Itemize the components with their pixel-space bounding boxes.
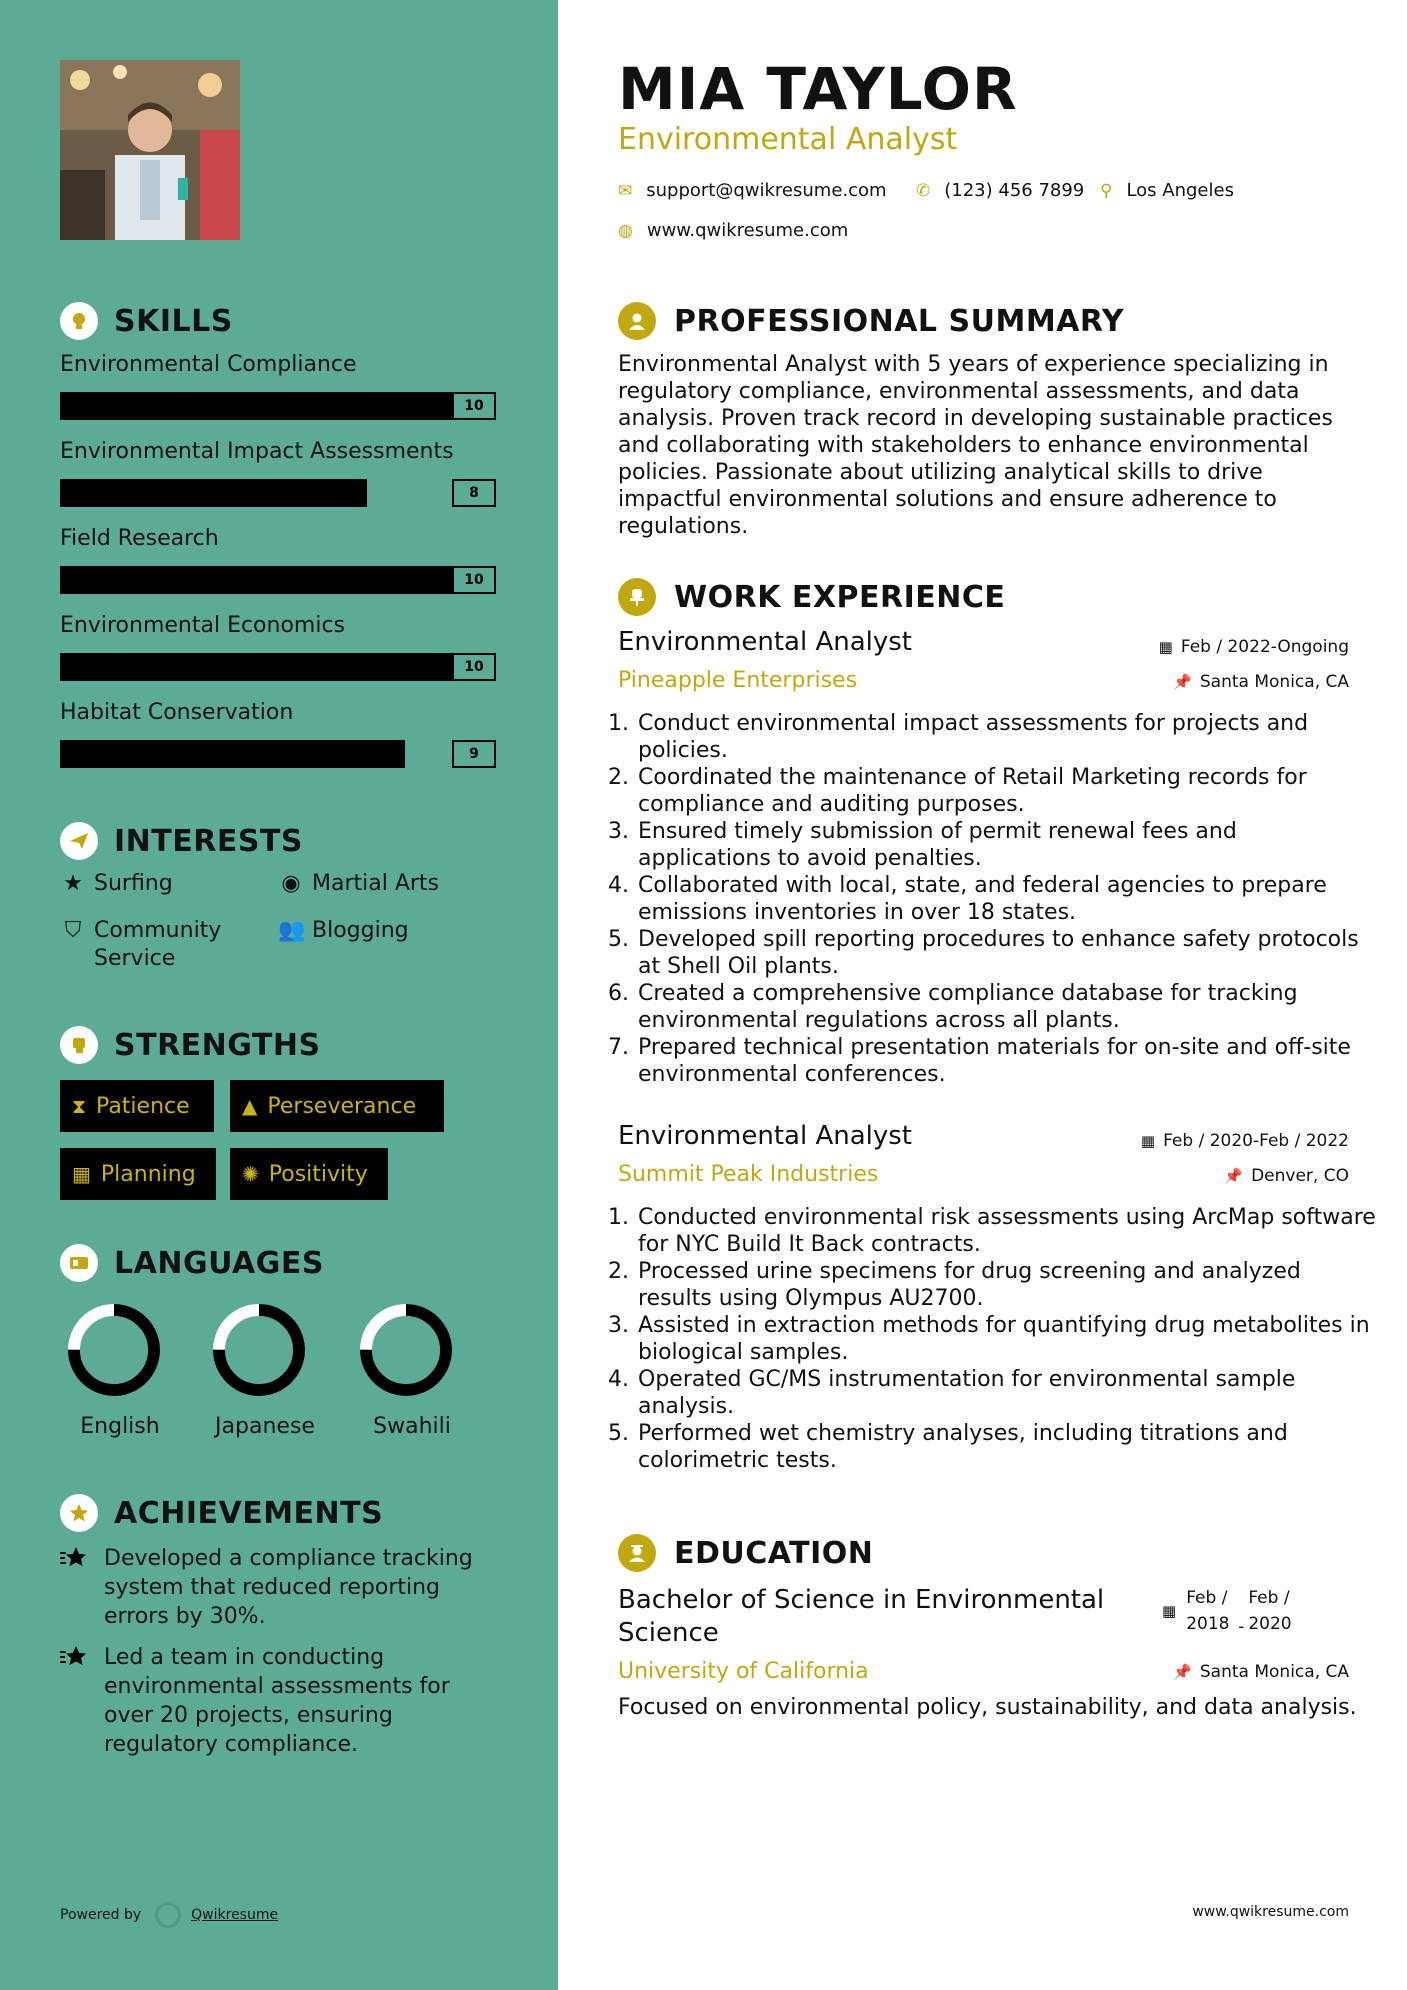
- briefcase-chair-icon: [618, 578, 656, 616]
- candidate-name: MIA TAYLOR: [618, 55, 1018, 123]
- achievement-item: [60, 1544, 500, 1631]
- duty-item: 6. Created a comprehensive compliance database for tracking environmental regulations across all plants.: [636, 980, 1376, 1034]
- contact-website[interactable]: [618, 220, 848, 241]
- education-school: University of California: [618, 1659, 869, 1684]
- strength-chip: [230, 1148, 388, 1200]
- duty-item: 3. Ensured timely submission of permit renewal fees and applications to avoid penalties.: [636, 818, 1376, 872]
- calendar-icon: ▦: [1158, 638, 1173, 656]
- job-date: [1159, 637, 1349, 657]
- strength-label: Positivity: [268, 1161, 368, 1187]
- phone-icon: ✆: [916, 180, 931, 201]
- education-location-text: Santa Monica, CA: [1199, 1662, 1349, 1682]
- interests-title: INTERESTS: [114, 823, 303, 859]
- calendar-icon: ▦: [72, 1162, 91, 1186]
- skill-name: Environmental Economics: [60, 613, 346, 638]
- duty-item: 4. Operated GC/MS instrumentation for environmental sample analysis.: [636, 1366, 1376, 1420]
- job-duties: [610, 1204, 1376, 1474]
- date-separator: -: [1238, 1617, 1245, 1637]
- user-icon: [618, 302, 656, 340]
- footer-url[interactable]: www.qwikresume.com: [1192, 1904, 1349, 1920]
- education-start-date: Feb / 2018: [1186, 1588, 1230, 1634]
- interest-item: [60, 917, 250, 973]
- degree-title: Bachelor of Science in Environmental Science: [618, 1585, 1105, 1648]
- email-text: support@qwikresume.com: [646, 180, 887, 201]
- skill-level: 9: [452, 740, 496, 768]
- brand-link[interactable]: Qwikresume: [191, 1907, 279, 1923]
- star-badge-icon: [60, 1494, 98, 1532]
- pushpin-icon: 📌: [1224, 1167, 1244, 1185]
- website-text: www.qwikresume.com: [646, 220, 849, 241]
- job-title: Environmental Analyst: [618, 1121, 912, 1151]
- strength-chip: [60, 1080, 214, 1132]
- job-date-text: Feb / 2020-Feb / 2022: [1163, 1131, 1349, 1151]
- language-label: English: [80, 1414, 160, 1439]
- skill-level: 10: [452, 392, 496, 420]
- qwikresume-logo-icon: [155, 1902, 181, 1928]
- globe-icon: ◉: [281, 871, 301, 896]
- job-company: Pineapple Enterprises: [618, 668, 858, 693]
- education-end-date: Feb / 2020: [1248, 1588, 1292, 1634]
- interests-header: [60, 822, 303, 860]
- duty-item: 3. Assisted in extraction methods for quantifying drug metabolites in biological samples.: [636, 1312, 1376, 1366]
- hourglass-icon: ⧗: [72, 1094, 87, 1118]
- skill-bar: [60, 740, 496, 768]
- location-text: Los Angeles: [1126, 180, 1234, 201]
- interest-item: [278, 917, 409, 945]
- strength-label: Perseverance: [267, 1093, 417, 1119]
- achievement-text: Developed a compliance tracking system that reduced reporting errors by 30%.: [104, 1546, 473, 1629]
- duty-item: 5. Developed spill reporting procedures to enhance safety protocols at Shell Oil plants.: [636, 926, 1376, 980]
- job-date-text: Feb / 2022-Ongoing: [1180, 637, 1349, 657]
- road-icon: ▲: [242, 1094, 258, 1118]
- graduate-icon: [618, 1534, 656, 1572]
- candidate-role: Environmental Analyst: [618, 122, 958, 157]
- language-label: Swahili: [373, 1414, 451, 1439]
- calendar-icon: ▦: [1162, 1602, 1177, 1620]
- skill-name: Habitat Conservation: [60, 700, 294, 725]
- education-date: [1162, 1585, 1296, 1637]
- duty-item: 5. Performed wet chemistry analyses, including titrations and colorimetric tests.: [636, 1420, 1376, 1474]
- star-icon: ★: [63, 871, 83, 896]
- interest-item: [278, 870, 439, 898]
- skill-bar-fill: [60, 479, 367, 507]
- pushpin-icon: 📌: [1173, 1663, 1192, 1681]
- experience-title: WORK EXPERIENCE: [674, 579, 1006, 615]
- skill-bar-fill: [60, 566, 496, 594]
- education-title: EDUCATION: [674, 1535, 874, 1571]
- skill-name: Environmental Impact Assessments: [60, 439, 454, 464]
- powered-by-label: Powered by: [60, 1907, 142, 1923]
- education-location: [1173, 1662, 1349, 1682]
- education-header: [618, 1534, 873, 1572]
- summary-text: Environmental Analyst with 5 years of experience specializing in regulatory compliance, environmental assessments, and data analysis. Proven track record in developing sustainable practices and collaborating with stakeholders to enhance environmental policies. Passionate about utilizing analytical skills to drive impactful environmental solutions and ensure adherence to regulations.: [618, 352, 1333, 539]
- language-ring: [66, 1302, 162, 1398]
- skill-bar-fill: [60, 653, 496, 681]
- contact-phone[interactable]: [916, 180, 1084, 201]
- interest-item: [60, 870, 173, 898]
- map-marker-icon: ⚲: [1100, 180, 1113, 201]
- summary-title: PROFESSIONAL SUMMARY: [674, 303, 1125, 339]
- lightbulb-icon: [60, 302, 98, 340]
- contact-location: [1100, 180, 1234, 201]
- sun-icon: ✺: [242, 1162, 259, 1186]
- duty-item: 1. Conducted environmental risk assessments using ArcMap software for NYC Build It Back contracts.: [636, 1204, 1376, 1258]
- skill-level: 10: [452, 566, 496, 594]
- interest-label: Surfing: [94, 871, 173, 896]
- strengths-header: [60, 1026, 321, 1064]
- language-label: Japanese: [215, 1414, 315, 1439]
- phone-text: (123) 456 7899: [944, 180, 1085, 201]
- achievements-header: [60, 1494, 383, 1532]
- duty-item: 7. Prepared technical presentation materials for on-site and off-site environmental conferences.: [636, 1034, 1376, 1088]
- star-icon: [60, 1645, 92, 1759]
- skill-bar: [60, 392, 496, 420]
- job-location: [1173, 672, 1349, 692]
- languages-header: [60, 1244, 324, 1282]
- languages-title: LANGUAGES: [114, 1245, 324, 1281]
- summary-header: [618, 302, 1124, 340]
- skill-bar-fill: [60, 392, 496, 420]
- fist-icon: [60, 1026, 98, 1064]
- skill-name: Environmental Compliance: [60, 352, 357, 377]
- strength-chip: [60, 1148, 216, 1200]
- paper-plane-icon: [60, 822, 98, 860]
- experience-header: [618, 578, 1005, 616]
- skills-header: [60, 302, 233, 340]
- strength-chip: [230, 1080, 444, 1132]
- job-date: [1141, 1131, 1349, 1151]
- globe-icon: ◍: [618, 220, 633, 241]
- calendar-icon: ▦: [1140, 1132, 1156, 1150]
- interest-label: Blogging: [312, 918, 409, 943]
- strength-label: Planning: [100, 1161, 196, 1187]
- profile-photo: [60, 60, 240, 240]
- skill-bar: [60, 653, 496, 681]
- sidebar: [0, 0, 558, 1990]
- skills-title: SKILLS: [114, 303, 233, 339]
- language-ring: [358, 1302, 454, 1398]
- achievement-item: [60, 1643, 500, 1759]
- strengths-title: STRENGTHS: [114, 1027, 321, 1063]
- job-location-text: Santa Monica, CA: [1199, 672, 1349, 692]
- interest-label: Community Service: [94, 918, 222, 971]
- job-duties: [610, 710, 1376, 1088]
- job-location-text: Denver, CO: [1251, 1166, 1349, 1186]
- skill-bar-fill: [60, 740, 405, 768]
- skill-name: Field Research: [60, 526, 219, 551]
- duty-item: 4. Collaborated with local, state, and federal agencies to prepare emissions inventories in over 18 states.: [636, 872, 1376, 926]
- strength-label: Patience: [96, 1093, 190, 1119]
- skill-level: 10: [452, 653, 496, 681]
- users-icon: 👥: [278, 918, 306, 943]
- achievement-text: Led a team in conducting environmental assessments for over 20 projects, ensuring regulatory compliance.: [104, 1645, 450, 1757]
- envelope-icon: ✉: [618, 180, 633, 201]
- skill-bar: [60, 566, 496, 594]
- duty-item: 2. Processed urine specimens for drug screening and analyzed results using Olympus AU2700.: [636, 1258, 1376, 1312]
- education-description: Focused on environmental policy, sustainability, and data analysis.: [618, 1695, 1357, 1720]
- language-ring: [211, 1302, 307, 1398]
- contact-email[interactable]: [618, 180, 887, 201]
- shield-icon: ⛉: [64, 918, 82, 943]
- id-card-icon: [60, 1244, 98, 1282]
- skill-bar: [60, 479, 496, 507]
- powered-by: [60, 1902, 278, 1928]
- interest-label: Martial Arts: [312, 871, 440, 896]
- job-location: [1224, 1166, 1349, 1186]
- achievements-title: ACHIEVEMENTS: [114, 1495, 384, 1531]
- skill-level: 8: [452, 479, 496, 507]
- job-title: Environmental Analyst: [618, 627, 912, 657]
- job-company: Summit Peak Industries: [618, 1162, 879, 1187]
- star-icon: [60, 1546, 92, 1631]
- pushpin-icon: 📌: [1173, 673, 1192, 691]
- duty-item: 2. Coordinated the maintenance of Retail Marketing records for compliance and auditing purposes.: [636, 764, 1376, 818]
- duty-item: 1. Conduct environmental impact assessments for projects and policies.: [636, 710, 1376, 764]
